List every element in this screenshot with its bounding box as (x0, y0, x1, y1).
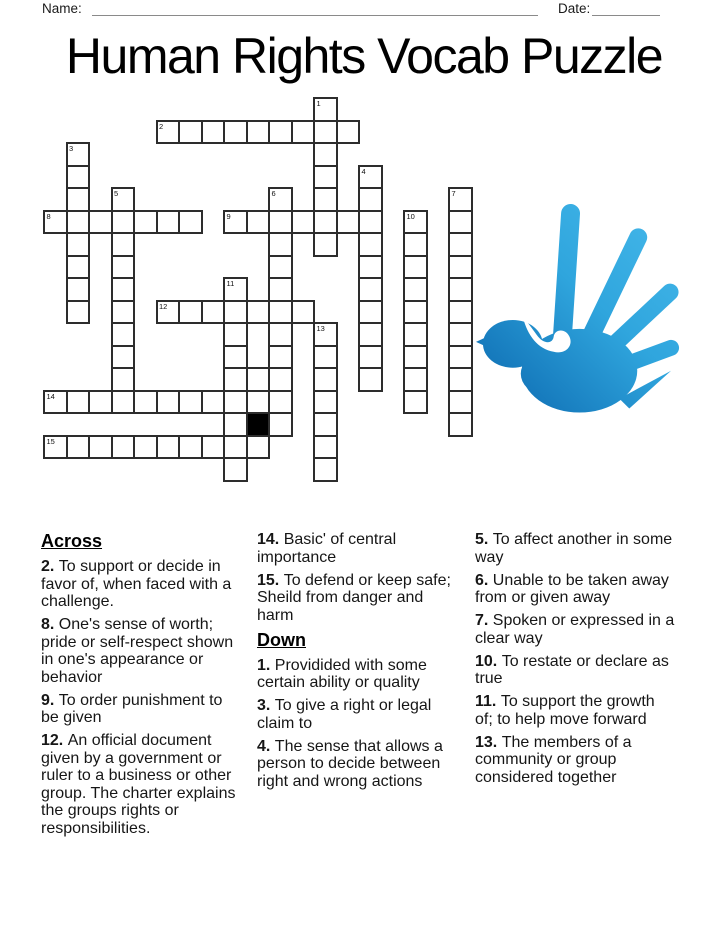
clue-across-15: 15. To defend or keep safe; Sheild from danger and harm (257, 571, 451, 624)
grid-cell[interactable] (448, 255, 473, 280)
grid-cell[interactable] (246, 435, 271, 460)
grid-cell[interactable] (111, 210, 136, 235)
grid-cell[interactable] (268, 367, 293, 392)
grid-cell[interactable] (291, 120, 316, 145)
grid-cell[interactable] (156, 300, 181, 325)
clues-column-1 (41, 531, 240, 843)
grid-cell[interactable] (223, 210, 248, 235)
grid-cell[interactable] (268, 255, 293, 280)
grid-cell[interactable] (223, 367, 248, 392)
grid-cell[interactable] (201, 300, 226, 325)
grid-cell[interactable] (156, 435, 181, 460)
grid-cell[interactable] (66, 210, 91, 235)
clue-across-12: 12. An official document given by a government or ruler to a business or other group. The charter explains the groups rights or responsibilities. (41, 732, 236, 837)
grid-cell[interactable] (403, 277, 428, 302)
grid-cell[interactable] (403, 255, 428, 280)
grid-cell[interactable] (111, 300, 136, 325)
across-clues-list-2 (257, 531, 463, 624)
clue-down-4: 4. The sense that allows a person to decide between right and wrong actions (257, 737, 443, 790)
cell-number: 10 (406, 211, 415, 221)
grid-cell[interactable] (358, 322, 383, 347)
grid-cell[interactable] (246, 300, 271, 325)
grid-cell[interactable] (313, 457, 338, 482)
grid-cell[interactable] (111, 345, 136, 370)
grid-cell[interactable] (358, 187, 383, 212)
grid-cell[interactable] (178, 300, 203, 325)
cell-number: 8 (46, 211, 51, 221)
grid-cell[interactable] (133, 390, 158, 415)
clue-down-7: 7. Spoken or expressed in a clear way (475, 612, 675, 647)
grid-cell[interactable] (358, 277, 383, 302)
grid-cell[interactable] (66, 165, 91, 190)
clue-down-3: 3. To give a right or legal claim to (257, 697, 432, 732)
grid-cell[interactable] (66, 277, 91, 302)
clues-column-3 (475, 531, 675, 792)
grid-cell[interactable] (313, 322, 338, 347)
grid-cell[interactable] (268, 232, 293, 257)
cell-number: 9 (226, 211, 231, 221)
grid-cell[interactable] (268, 345, 293, 370)
grid-cell[interactable] (448, 367, 473, 392)
grid-cell[interactable] (291, 300, 316, 325)
grid-cell[interactable] (223, 412, 248, 437)
down-clues-list-1 (257, 657, 463, 791)
grid-cell[interactable] (448, 187, 473, 212)
finger-1 (563, 213, 571, 333)
grid-cell[interactable] (178, 435, 203, 460)
date-label: Date: (558, 1, 591, 16)
cell-number: 14 (46, 391, 55, 401)
grid-cell[interactable] (358, 210, 383, 235)
grid-cell[interactable] (66, 187, 91, 212)
page-title: Human Rights Vocab Puzzle (65, 28, 663, 84)
grid-cell[interactable] (313, 412, 338, 437)
grid-cell[interactable] (201, 120, 226, 145)
grid-cell[interactable] (358, 345, 383, 370)
grid-cell[interactable] (133, 210, 158, 235)
grid-cell[interactable] (66, 300, 91, 325)
clue-across-9: 9. To order punishment to be given (41, 691, 223, 726)
grid-cell[interactable] (358, 367, 383, 392)
grid-cell[interactable] (111, 390, 136, 415)
grid-cell[interactable] (268, 120, 293, 145)
clue-across-2: 2. To support or decide in favor of, when faced with a challenge. (41, 558, 232, 610)
grid-cell[interactable] (403, 300, 428, 325)
cell-number: 15 (46, 436, 55, 446)
grid-cell[interactable] (156, 390, 181, 415)
grid-cell[interactable] (43, 390, 68, 415)
grid-cell[interactable] (246, 390, 271, 415)
grid-cell[interactable] (66, 255, 91, 280)
down-clues-list-2 (475, 531, 675, 786)
grid-cell[interactable] (403, 367, 428, 392)
clues-column-2 (257, 531, 463, 796)
grid-cell[interactable] (448, 322, 473, 347)
grid-cell[interactable] (43, 210, 68, 235)
blocked-cell (246, 412, 271, 437)
grid-cell[interactable] (246, 120, 271, 145)
cell-number: 11 (226, 279, 235, 288)
name-label: Name: (42, 1, 82, 16)
clue-down-10: 10. To restate or declare as true (475, 652, 669, 687)
cell-number: 1 (316, 99, 321, 108)
clue-down-5: 5. To affect another in some way (475, 531, 673, 566)
grid-cell[interactable] (448, 277, 473, 302)
clue-across-8: 8. One's sense of worth; pride or self-respect shown in one's appearance or behavior (41, 616, 234, 686)
grid-cell[interactable] (246, 210, 271, 235)
grid-cell[interactable] (313, 390, 338, 415)
grid-cell[interactable] (358, 300, 383, 325)
grid-cell[interactable] (403, 210, 428, 235)
grid-cell[interactable] (291, 210, 316, 235)
across-clues-list-1 (41, 558, 240, 837)
grid-cell[interactable] (268, 300, 293, 325)
grid-cell[interactable] (448, 390, 473, 415)
grid-cell[interactable] (268, 412, 293, 437)
grid-cell[interactable] (43, 435, 68, 460)
grid-cell[interactable] (111, 367, 136, 392)
grid-cell[interactable] (313, 142, 338, 167)
grid-cell[interactable] (66, 435, 91, 460)
cell-number: 3 (69, 144, 74, 153)
grid-cell[interactable] (88, 210, 113, 235)
clue-across-14: 14. Basic' of central importance (257, 531, 397, 566)
grid-cell[interactable] (358, 255, 383, 280)
grid-cell[interactable] (448, 232, 473, 257)
grid-cell[interactable] (246, 367, 271, 392)
cell-number: 2 (159, 121, 164, 131)
grid-cell[interactable] (268, 390, 293, 415)
grid-cell[interactable] (88, 390, 113, 415)
grid-cell[interactable] (448, 412, 473, 437)
grid-cell[interactable] (448, 300, 473, 325)
grid-cell[interactable] (313, 97, 338, 122)
clue-down-13: 13. The members of a community or group considered together (475, 733, 632, 786)
grid-cell[interactable] (313, 232, 338, 257)
cell-number: 13 (316, 324, 325, 333)
grid-cell[interactable] (111, 322, 136, 347)
grid-cell[interactable] (156, 210, 181, 235)
grid-cell[interactable] (66, 232, 91, 257)
grid-cell[interactable] (223, 457, 248, 482)
grid-cell[interactable] (88, 435, 113, 460)
grid-cell[interactable] (448, 210, 473, 235)
grid-cell[interactable] (313, 210, 338, 235)
grid-cell[interactable] (313, 187, 338, 212)
grid-cell[interactable] (66, 142, 91, 167)
cell-number: 12 (159, 301, 168, 311)
grid-cell[interactable] (178, 120, 203, 145)
grid-cell[interactable] (111, 435, 136, 460)
grid-cell[interactable] (313, 345, 338, 370)
grid-cell[interactable] (336, 210, 361, 235)
grid-cell[interactable] (358, 165, 383, 190)
grid-cell[interactable] (313, 165, 338, 190)
grid-cell[interactable] (268, 187, 293, 212)
across-header: Across (41, 531, 103, 551)
grid-cell[interactable] (111, 187, 136, 212)
grid-cell[interactable] (268, 277, 293, 302)
grid-cell[interactable] (223, 435, 248, 460)
grid-cell[interactable] (223, 390, 248, 415)
grid-cell[interactable] (178, 390, 203, 415)
grid-cell[interactable] (358, 232, 383, 257)
human-rights-logo-icon (475, 199, 689, 419)
grid-cell[interactable] (336, 120, 361, 145)
grid-cell[interactable] (201, 390, 226, 415)
grid-cell[interactable] (223, 120, 248, 145)
grid-cell[interactable] (223, 322, 248, 347)
cell-number: 4 (361, 166, 366, 176)
grid-cell[interactable] (448, 345, 473, 370)
grid-cell[interactable] (223, 345, 248, 370)
clue-down-11: 11. To support the growth of; to help move forward (475, 693, 655, 728)
grid-cell[interactable] (403, 390, 428, 415)
grid-cell[interactable] (66, 390, 91, 415)
grid-cell[interactable] (178, 210, 203, 235)
cell-number: 7 (451, 189, 456, 198)
grid-cell[interactable] (111, 277, 136, 302)
grid-cell[interactable] (201, 435, 226, 460)
grid-cell[interactable] (223, 300, 248, 325)
grid-cell[interactable] (403, 345, 428, 370)
grid-cell[interactable] (313, 435, 338, 460)
grid-cell[interactable] (268, 322, 293, 347)
grid-cell[interactable] (223, 277, 248, 302)
grid-cell[interactable] (156, 120, 181, 145)
grid-cell[interactable] (403, 232, 428, 257)
grid-cell[interactable] (133, 435, 158, 460)
grid-cell[interactable] (111, 232, 136, 257)
grid-cell[interactable] (403, 322, 428, 347)
down-header: Down (257, 629, 306, 650)
grid-cell[interactable] (313, 120, 338, 145)
cell-number: 5 (114, 189, 119, 198)
grid-cell[interactable] (268, 210, 293, 235)
grid-cell[interactable] (111, 255, 136, 280)
clue-down-6: 6. Unable to be taken away from or given away (475, 571, 669, 606)
grid-cell[interactable] (313, 367, 338, 392)
clue-down-1: 1. Providided with some certain ability or quality (257, 656, 427, 691)
cell-number: 6 (271, 189, 276, 198)
